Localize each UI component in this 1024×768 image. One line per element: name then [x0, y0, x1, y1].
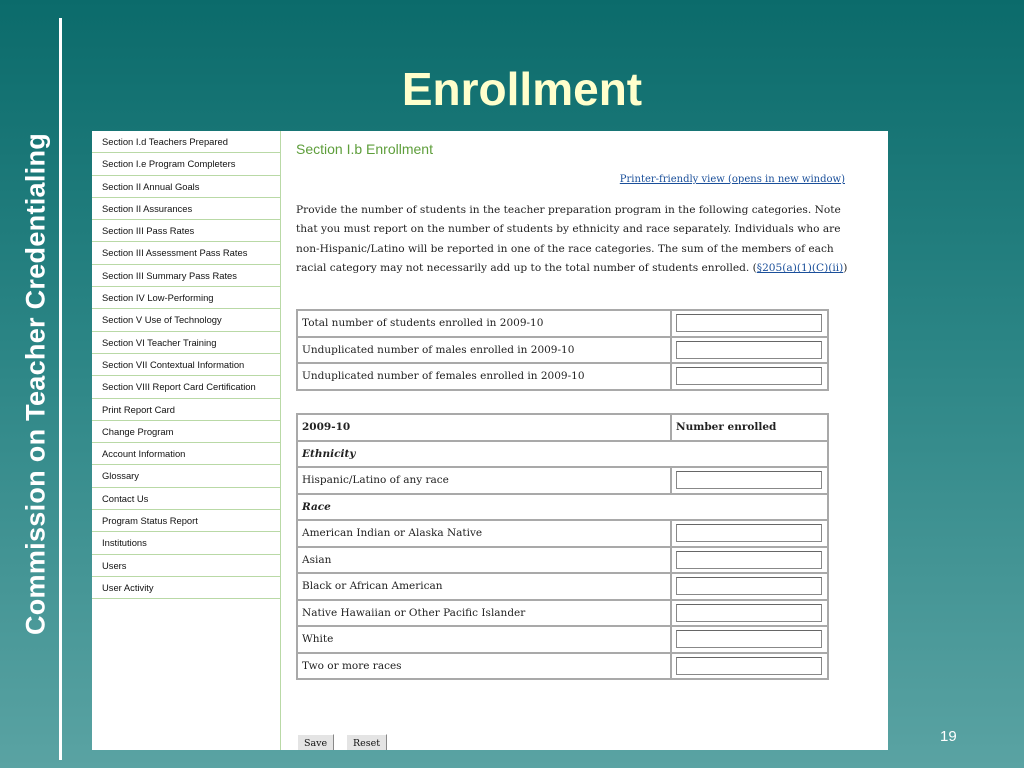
side-divider [59, 18, 62, 760]
sidebar-item-contextual-information[interactable]: Section VII Contextual Information [92, 354, 280, 376]
native-hawaiian-label: Native Hawaiian or Other Pacific Islander [297, 600, 671, 627]
printer-friendly-link[interactable]: Printer-friendly view (opens in new window) [619, 174, 845, 185]
ethnicity-header: Ethnicity [297, 441, 828, 468]
sidebar-nav [92, 131, 281, 750]
sidebar-item-account-information[interactable]: Account Information [92, 443, 280, 465]
sidebar-item-user-activity[interactable]: User Activity [92, 577, 280, 599]
males-enrolled-input[interactable] [676, 341, 822, 359]
two-or-more-races-input[interactable] [676, 657, 822, 675]
asian-input[interactable] [676, 551, 822, 569]
table-row [297, 653, 828, 680]
side-title: Commission on Teacher Credentialing [20, 132, 51, 636]
sidebar-item-assessment-pass-rates[interactable]: Section III Assessment Pass Rates [92, 242, 280, 264]
table-header-row [297, 414, 828, 441]
slide-title: Enrollment [401, 63, 643, 115]
number-enrolled-header: Number enrolled [671, 414, 828, 441]
black-african-american-input[interactable] [676, 577, 822, 595]
sidebar-item-teacher-training[interactable]: Section VI Teacher Training [92, 332, 280, 354]
section-title: Section I.b Enrollment [296, 141, 433, 157]
total-students-label: Total number of students enrolled in 2009-10 [297, 310, 671, 337]
sidebar-item-print-report-card[interactable]: Print Report Card [92, 399, 280, 421]
asian-label: Asian [297, 547, 671, 574]
table-row [297, 626, 828, 653]
instructions-text [296, 201, 856, 279]
american-indian-label: American Indian or Alaska Native [297, 520, 671, 547]
table-row [297, 337, 828, 364]
table-row [297, 573, 828, 600]
males-enrolled-label: Unduplicated number of males enrolled in 2009-10 [297, 337, 671, 364]
app-screenshot [92, 131, 888, 750]
native-hawaiian-input[interactable] [676, 604, 822, 622]
table-row [297, 547, 828, 574]
sidebar-item-teachers-prepared[interactable]: Section I.d Teachers Prepared [92, 131, 280, 153]
reset-button[interactable]: Reset [346, 734, 387, 750]
instructions-body: Provide the number of students in the teacher preparation program in the following categories. Note that you must report on the number of students by ethnicity and race separately. Individuals who are non-Hispanic/Latino will be reported in one of the race categories. The sum of the members of each racial category may not necessarily add up to the total number of students enrolled. ( [296, 204, 841, 275]
total-students-input[interactable] [676, 314, 822, 332]
sidebar-item-program-status-report[interactable]: Program Status Report [92, 510, 280, 532]
totals-table [296, 309, 829, 391]
black-african-american-label: Black or African American [297, 573, 671, 600]
table-row [297, 600, 828, 627]
page-number: 19 [940, 728, 957, 745]
year-header: 2009-10 [297, 414, 671, 441]
females-enrolled-label: Unduplicated number of females enrolled in 2009-10 [297, 363, 671, 390]
females-enrolled-input[interactable] [676, 367, 822, 385]
table-row [297, 494, 828, 521]
sidebar-item-assurances[interactable]: Section II Assurances [92, 198, 280, 220]
citation-link[interactable]: §205(a)(1)(C)(ii) [756, 262, 844, 275]
table-row [297, 441, 828, 468]
sidebar-item-annual-goals[interactable]: Section II Annual Goals [92, 176, 280, 198]
sidebar-item-contact-us[interactable]: Contact Us [92, 488, 280, 510]
save-button[interactable]: Save [297, 734, 334, 750]
table-row [297, 363, 828, 390]
sidebar-item-institutions[interactable]: Institutions [92, 532, 280, 554]
sidebar-item-pass-rates[interactable]: Section III Pass Rates [92, 220, 280, 242]
sidebar-item-change-program[interactable]: Change Program [92, 421, 280, 443]
sidebar-item-users[interactable]: Users [92, 555, 280, 577]
race-header: Race [297, 494, 828, 521]
sidebar-item-report-card-certification[interactable]: Section VIII Report Card Certification [92, 376, 280, 398]
table-row [297, 520, 828, 547]
sidebar-item-glossary[interactable]: Glossary [92, 465, 280, 487]
two-or-more-races-label: Two or more races [297, 653, 671, 680]
sidebar-item-summary-pass-rates[interactable]: Section III Summary Pass Rates [92, 265, 280, 287]
hispanic-latino-label: Hispanic/Latino of any race [297, 467, 671, 494]
white-label: White [297, 626, 671, 653]
sidebar-item-use-of-technology[interactable]: Section V Use of Technology [92, 309, 280, 331]
ethnicity-race-table [296, 413, 829, 680]
american-indian-input[interactable] [676, 524, 822, 542]
table-row [297, 467, 828, 494]
table-row [297, 310, 828, 337]
sidebar-item-low-performing[interactable]: Section IV Low-Performing [92, 287, 280, 309]
hispanic-latino-input[interactable] [676, 471, 822, 489]
sidebar-item-program-completers[interactable]: Section I.e Program Completers [92, 153, 280, 175]
instructions-close: ) [843, 262, 848, 275]
white-input[interactable] [676, 630, 822, 648]
